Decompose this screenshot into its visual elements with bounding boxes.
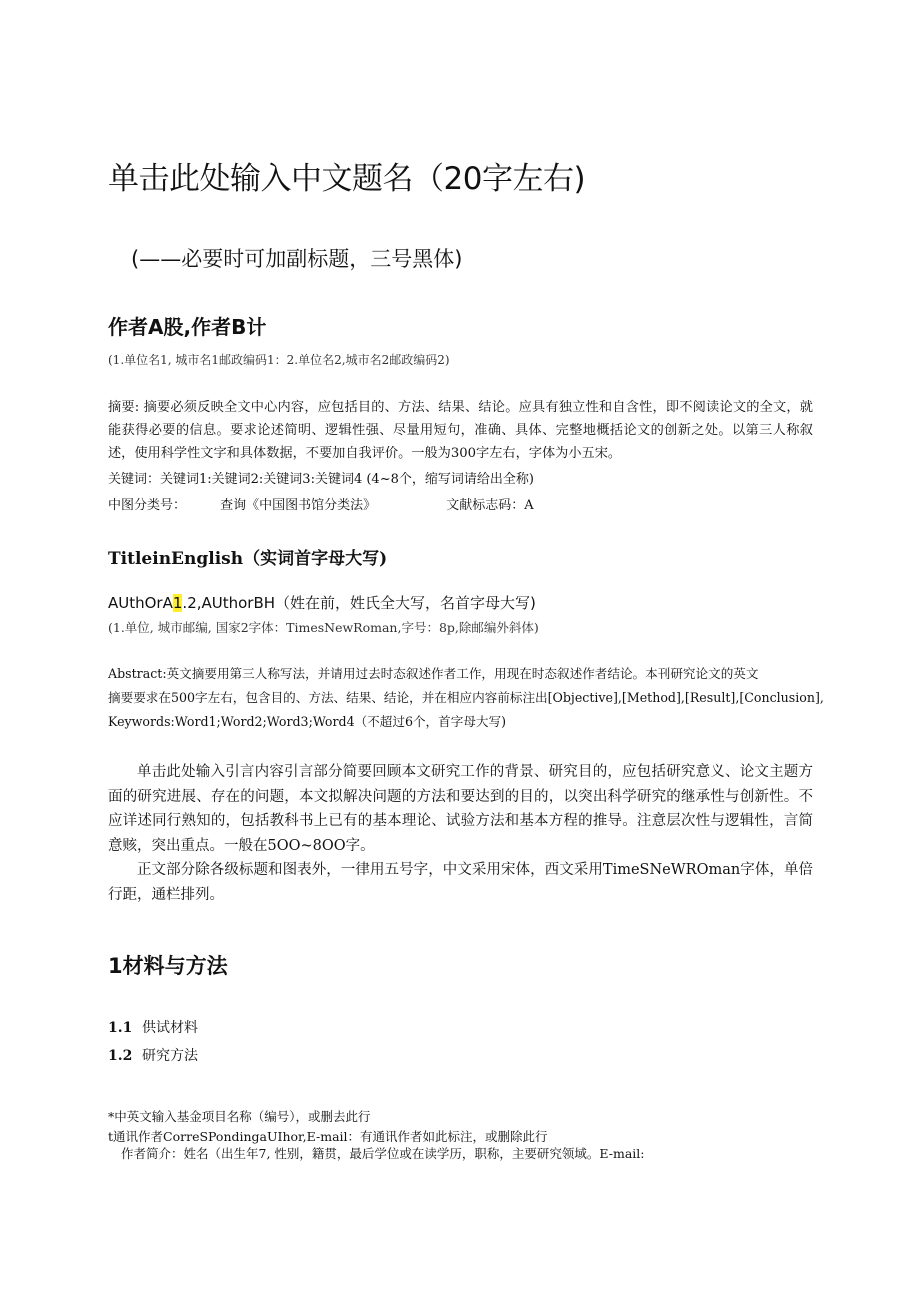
subsection-number: 1.2 bbox=[108, 1048, 133, 1064]
author-list: 作者A股,作者B计 bbox=[108, 315, 267, 339]
abstract-en-line: Abstract:英文摘要用第三人称写法，并请用过去时态叙述作者工作，用现在时态叙述作者结论。本刊研究论文的英文 bbox=[108, 666, 759, 681]
footnote-fund: *中英文输入基金项目名称（编号），或删去此行 bbox=[108, 1109, 371, 1124]
footnote-corresponding: t通讯作者CorreSPondingaUIhor,E-mail：有通讯作者如此标注，或删除此行 bbox=[108, 1129, 548, 1144]
subsection-label: 供试材料 bbox=[142, 1020, 198, 1036]
body-paragraph: 正文部分除各级标题和图表外，一律用五号字，中文采用宋体，西文采用TimeSNeWROman字体，单倍行距，通栏排列。 bbox=[108, 862, 813, 903]
subsection-label: 研究方法 bbox=[142, 1048, 198, 1064]
paper-subtitle: (——必要时可加副标题，三号黑体) bbox=[131, 247, 463, 271]
clc-label: 中图分类号： bbox=[108, 498, 187, 513]
english-author-list bbox=[108, 592, 813, 613]
abstract-en-line: 摘要要求在500字左右，包含目的、方法、结果、结论，并在相应内容前标注出[Objective],[Method],[Result],[Conclusion], bbox=[108, 690, 824, 705]
en-author-rest: .2,AUthorBH（姓在前，姓氏全大写，名首字母大写) bbox=[182, 594, 536, 612]
classification-row bbox=[108, 494, 813, 513]
subsection-heading bbox=[108, 1017, 813, 1037]
footnote-bio: 作者简介：姓名（出生年7, 性别，籍贯，最后学位或在读学历，职称，主要研究领域。E-mail: bbox=[121, 1146, 645, 1161]
clc-value: 查询《中国图书馆分类法》 bbox=[220, 498, 377, 513]
subsection-number: 1.1 bbox=[108, 1020, 133, 1036]
keywords-cn: 关键词：关键词1:关键词2:关键词3:关键词4 (4~8个，缩写词请给出全称) bbox=[108, 472, 534, 487]
english-affiliation: (1.单位, 城市邮编, 国家2字体：TimesNewRoman,字号：8p,除邮编外斜体) bbox=[108, 620, 539, 635]
body-paragraph: 单击此处输入引言内容引言部分简要回顾本文研究工作的背景、研究目的，应包括研究意义、论文主题方面的研究进展、存在的问题，本文拟解决问题的方法和要达到的目的，以突出科学研究的继承性与创新性。不应详述同行熟知的，包括教科书上已有的基本理论、试验方法和基本方程的推导。注意层次性与逻辑性，言简意赅，突出重点。一般在5OO~8OO字。 bbox=[108, 764, 813, 854]
highlighted-mark: 1 bbox=[172, 594, 183, 612]
affiliation: (1.单位名1, 城市名1邮政编码1：2.单位名2,城市名2邮政编码2) bbox=[108, 353, 450, 367]
abstract-en bbox=[108, 662, 824, 734]
introduction bbox=[108, 760, 813, 907]
keywords-en: Keywords:Word1;Word2;Word3;Word4（不超过6个，首字母大写) bbox=[108, 714, 507, 729]
abstract-cn: 摘要: 摘要必须反映全文中心内容，应包括目的、方法、结果、结论。应具有独立性和自含性，即不阅读论文的全文，就能获得必要的信息。要求论述简明、逻辑性强、尽量用短句，准确、具体、完整地概括论文的创新之处。以第三人称叙述，使用科学性文字和具体数据，不要加自我评价。一般为300字左右，字体为小五宋。 bbox=[108, 400, 813, 461]
doc-code: 文献标志码：A bbox=[446, 498, 534, 513]
section-heading: 1材料与方法 bbox=[108, 954, 228, 978]
english-title: TitleinEnglish（实词首字母大写) bbox=[108, 549, 388, 569]
en-author-a: AUthOrA bbox=[108, 594, 173, 612]
paper-title: 单击此处输入中文题名（20字左右) bbox=[108, 161, 586, 197]
subsection-heading bbox=[108, 1045, 813, 1065]
